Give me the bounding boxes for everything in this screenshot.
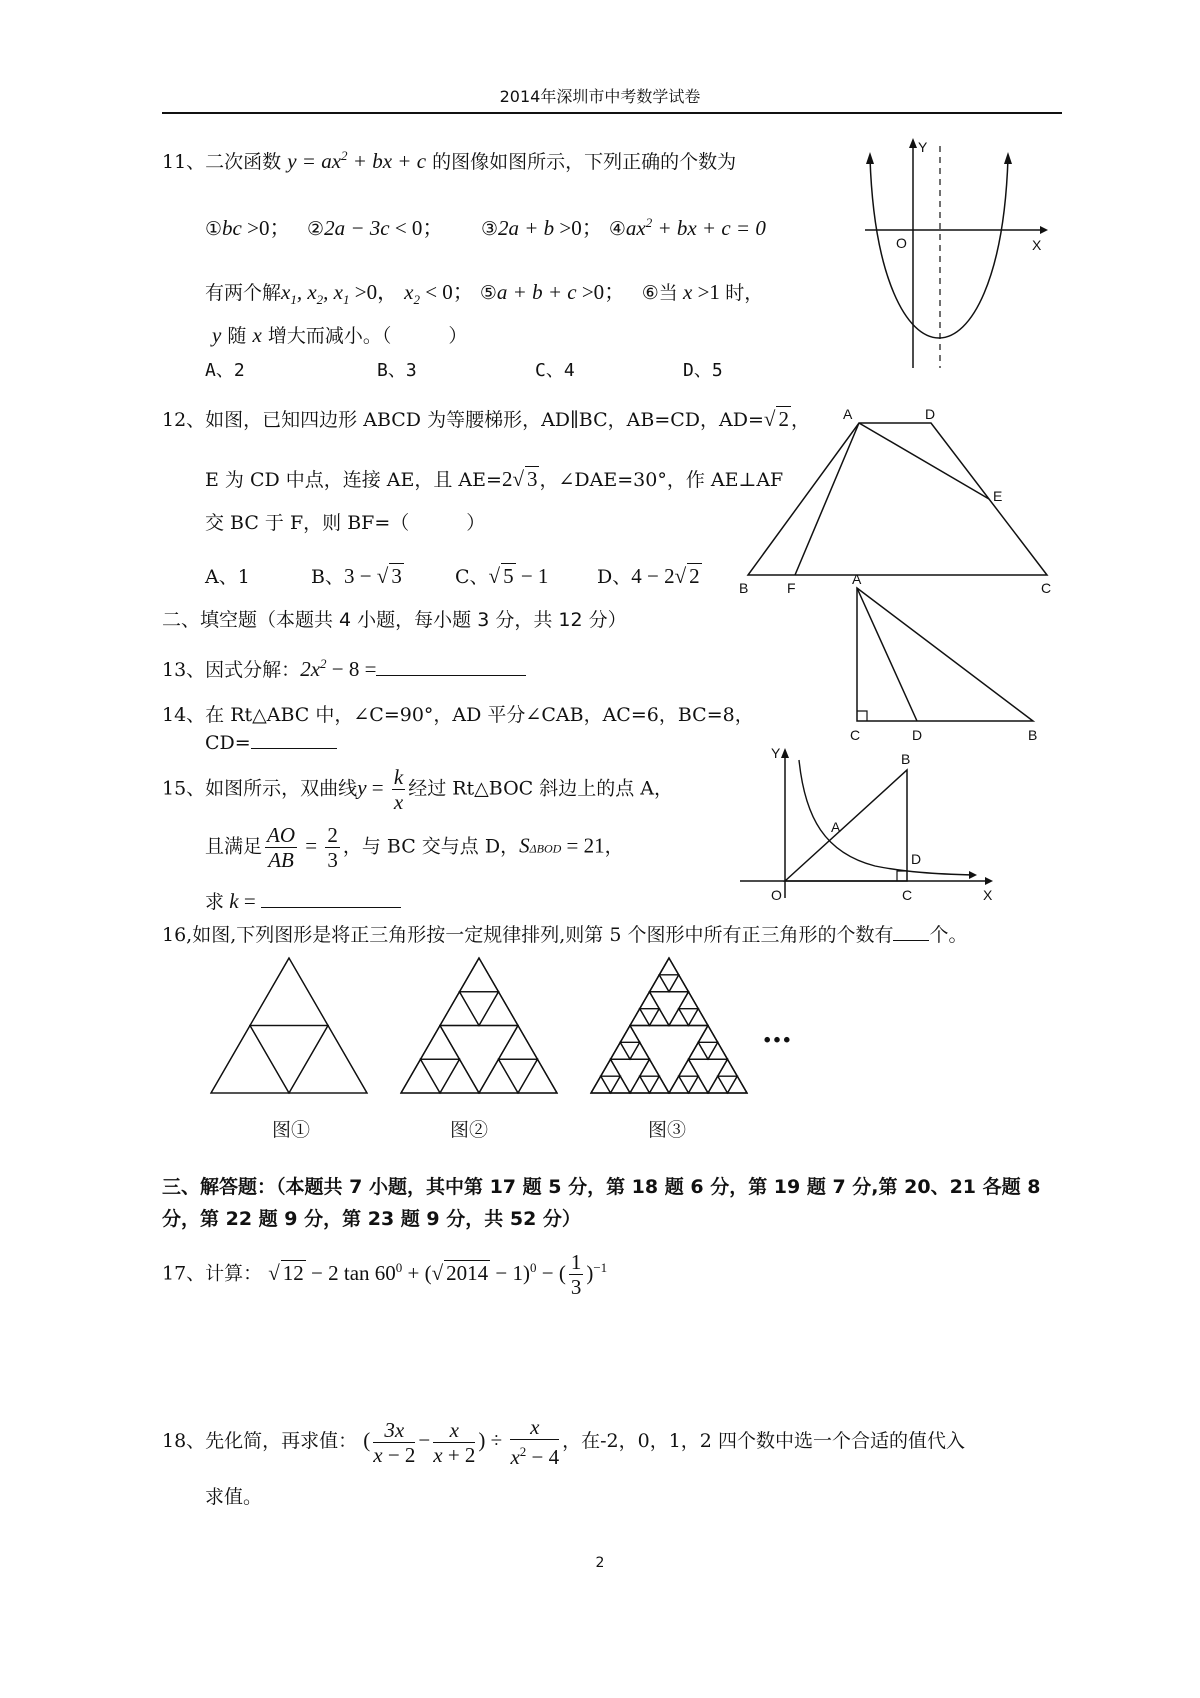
triangle-outline [440, 992, 479, 1026]
triangle-outline [421, 1026, 460, 1060]
triangle-outline [718, 1076, 738, 1093]
triangle-outline [698, 1042, 718, 1059]
triangle-outline [669, 975, 689, 992]
q11-x-arrow [1040, 226, 1048, 234]
triangle-outline [250, 958, 328, 1026]
q12-choice-d: D、4 − 2√ 2 [597, 564, 700, 588]
q11-item6-marker: ⑥当 [641, 282, 678, 304]
q12-angle: ，∠DAE=30°，作 AE⊥AF [539, 469, 784, 491]
triangle-outline [689, 1042, 709, 1059]
q14-triangle [857, 588, 1033, 721]
q11-label-x: X [1032, 237, 1042, 253]
q16-ellipsis: … [762, 1015, 792, 1050]
q16-triangle-figures [205, 950, 805, 1100]
triangle-outline [499, 1026, 538, 1060]
triangle-outline [679, 1076, 699, 1093]
q12-midpoint: E 为 CD 中点，连接 AE，且 AE= [205, 469, 502, 491]
triangle-outline [611, 1076, 631, 1093]
q11-two-solutions: 有两个解 [205, 282, 282, 304]
q17-prompt: 17、计算： [162, 1262, 263, 1285]
q14-answer-blank[interactable] [251, 748, 337, 749]
triangle-outline [250, 1026, 328, 1094]
q15-satisfy: 且满足 [205, 835, 263, 858]
q14-triangle-figure [840, 571, 1050, 743]
q12-label-d: D [925, 406, 936, 422]
q12-trapezoid-figure [735, 405, 1055, 596]
triangle-outline [708, 1076, 728, 1093]
q14-label-c: C [850, 727, 861, 743]
triangle-outline [518, 1059, 557, 1093]
q17-line: 17、计算： √ 12 − 2 $\tan 60^0$ + (√ 2014 − 1)$^0$ − ( $\frac{1}{3}$ )$^{-1}$ [162, 1250, 608, 1299]
q11-intro: 11、二次函数 [162, 151, 282, 173]
triangle-outline [698, 1026, 718, 1043]
q12-segment-ae [859, 423, 989, 499]
q14-label-a: A [852, 571, 862, 587]
q16-caption-2: 图② [450, 1119, 489, 1141]
q12-intro: 12、如图，已知四边形 ABCD 为等腰梯形，AD∥BC，AB=CD，AD= [162, 409, 764, 431]
q18-prompt-tail: ，在-2，0，1，2 四个数中选一个合适的值代入 [562, 1430, 965, 1452]
q16-figure-3 [591, 958, 747, 1093]
q11-decrease: 增大而减小。（ ） [267, 325, 468, 347]
triangle-outline [460, 958, 499, 992]
triangle-outline [479, 992, 518, 1026]
q15-label-x: X [983, 887, 993, 903]
triangle-outline [679, 1009, 699, 1026]
q15-line1: 15、如图所示，双曲线y = $\frac{k}{x}$ 经过 Rt△BOC 斜边上的点 A， [162, 765, 674, 814]
triangle-outline [650, 1076, 670, 1093]
triangle-outline [460, 992, 499, 1026]
triangle-outline [479, 1059, 518, 1093]
q11-label-o: O [896, 235, 907, 251]
q15-line3: 求 k = [205, 887, 401, 914]
q14-right-angle-mark [857, 711, 867, 721]
q14-label-d: D [912, 727, 923, 743]
page-header-title: 2014年深圳市中考数学试卷 [499, 87, 701, 106]
q11-item4-marker: ④ [608, 218, 626, 240]
q11-line1 [162, 147, 736, 174]
triangle-outline [669, 1009, 689, 1026]
triangle-outline [401, 1059, 440, 1093]
triangle-outline [650, 975, 670, 992]
q18-prompt: 18、先化简，再求值： [162, 1430, 358, 1452]
triangle-outline [630, 1042, 650, 1059]
q15-label-b: B [901, 751, 911, 767]
triangle-outline [289, 1026, 367, 1094]
q12-label-b: B [739, 580, 749, 596]
q15-hyperbola-curve [799, 760, 973, 875]
q12-choice-a: A、1 [205, 566, 250, 588]
triangle-outline [601, 1076, 621, 1093]
triangle-outline [640, 992, 660, 1009]
header-rule [162, 112, 1062, 114]
q11-choice-b: B、3 [377, 360, 417, 381]
triangle-outline [591, 1076, 611, 1093]
q16-caption-1: 图① [272, 1119, 311, 1141]
q11-line3: 有两个解$x_1$, $x_2$, $x_1 >0$， $x_2 < 0$； ⑤a + b + c >0； ⑥当 x >1 时， [205, 280, 764, 308]
q14-cd: CD= [205, 732, 251, 754]
q16-caption-3: 图③ [648, 1119, 687, 1141]
q15-label-d: D [911, 851, 922, 867]
q13-answer-blank[interactable] [376, 675, 526, 676]
q15-label-a: A [831, 819, 841, 835]
section3-heading-line2: 分，第 22 题 9 分，第 23 题 9 分，共 52 分） [162, 1208, 581, 1230]
triangle-outline [728, 1076, 748, 1093]
triangle-outline [659, 975, 679, 992]
triangle-outline [421, 1059, 460, 1093]
triangle-outline [659, 958, 679, 975]
q12-label-f: F [787, 580, 796, 596]
q16-figure-2 [401, 958, 557, 1093]
q15-label-y: Y [771, 745, 781, 761]
section2-heading: 二、填空题（本题共 4 小题，每小题 3 分，共 12 分） [162, 609, 627, 631]
q12-choice-c: C、√ 5 − 1 [455, 564, 549, 588]
triangle-outline [611, 1042, 631, 1059]
triangle-outline [630, 1009, 650, 1026]
q12-label-c: C [1041, 580, 1052, 596]
q11-item5-marker: ⑤ [479, 282, 497, 304]
q11-y-arrow [909, 138, 917, 148]
q11-choice-c: C、4 [535, 360, 575, 381]
q15-find: 求 [205, 891, 225, 913]
triangle-outline [689, 1009, 709, 1026]
q11-line4: y 随 x 增大而减小。（ ） [212, 323, 468, 347]
q15-hyperbola-figure [735, 745, 995, 908]
q15-label-o: O [771, 887, 782, 903]
q16-line [162, 920, 967, 947]
q11-function-formula: $y = ax^2$ + bx + c [287, 148, 427, 173]
q15-answer-blank[interactable] [261, 907, 401, 908]
triangle-outline [669, 1076, 689, 1093]
q16-unit: 个。 [929, 924, 968, 946]
q11-item2-marker: ② [307, 218, 325, 240]
q11-item3-marker: ③ [480, 218, 498, 240]
triangle-outline [499, 1059, 538, 1093]
q11-with: 随 [227, 325, 247, 347]
q11-parabola-curve [870, 158, 1008, 338]
triangle-outline [640, 1009, 660, 1026]
q12-label-a: A [843, 406, 853, 422]
q11-item1-marker: ① [205, 218, 223, 240]
section3-heading-line1: 三、解答题：（本题共 7 小题，其中第 17 题 5 分，第 18 题 6 分，第 19 题 7 分,第 20、21 各题 8 [162, 1176, 1041, 1198]
q12-line2: E 为 CD 中点，连接 AE，且 AE=2√ 3 ，∠DAE=30°，作 AE⊥AF [205, 467, 784, 491]
q12-choice-b: B、3 − √ 3 [311, 564, 402, 588]
q15-intro: 15、如图所示，双曲线 [162, 777, 358, 800]
triangle-outline [601, 1059, 621, 1076]
q12-segment-af [795, 423, 859, 575]
q11-parabola-figure [860, 138, 1050, 373]
q15-intro-tail: 经过 Rt△BOC 斜边上的点 A， [408, 777, 674, 800]
q18-line1: 18、先化简，再求值： ( $\frac{3x}{x - 2}$ − $\frac{x}{x + 2}$ ) ÷ $\frac{x}{x^2 - 4}$ ，在-2，0，1，2 四个数中选一个合适的值代入 [162, 1415, 965, 1469]
q15-right-angle-mark [897, 871, 907, 881]
triangle-outline [620, 1042, 640, 1059]
triangle-outline [718, 1059, 738, 1076]
q18-line2: 求值。 [205, 1486, 263, 1508]
q16-answer-blank[interactable] [893, 940, 929, 941]
triangle-outline [440, 1059, 479, 1093]
triangle-outline [640, 1076, 660, 1093]
q14-bisector-ad [857, 588, 917, 721]
q11-when: 时， [725, 282, 764, 304]
page-number: 2 [595, 1555, 605, 1571]
q16-prompt: 16,如图,下列图形是将正三角形按一定规律排列,则第 5 个图形中所有正三角形的个数有 [162, 924, 894, 946]
triangle-outline [640, 1059, 660, 1076]
triangle-outline [708, 1042, 728, 1059]
q11-intro-tail: 的图像如图所示，下列正确的个数为 [432, 151, 737, 173]
triangle-outline [679, 992, 699, 1009]
q12-line3: 交 BC 于 F，则 BF=（ ） [205, 512, 486, 534]
q11-label-y: Y [918, 139, 928, 155]
q11-choice-a: A、2 [205, 360, 245, 381]
triangle-outline [630, 1076, 650, 1093]
q12-label-e: E [993, 488, 1003, 504]
q12-line1: 12、如图，已知四边形 ABCD 为等腰梯形，AD∥BC，AB=CD，AD=√ 2 ， [162, 407, 810, 431]
q11-line2: ①bc >0； ②2a − 3c < 0； ③2a + b >0； $④ax^2$ + bx + c = 0 [205, 215, 766, 240]
q13-line: 13、因式分解：$2x^2 - 8$ = [162, 655, 526, 682]
q15-intersect: ，与 BC 交与点 D， [342, 835, 520, 858]
q14-line2 [205, 732, 337, 754]
q15-label-c: C [902, 887, 913, 903]
triangle-outline [650, 1009, 670, 1026]
q11-choice-d: D、5 [683, 360, 723, 381]
q14-label-b: B [1028, 727, 1038, 743]
triangle-outline [679, 1059, 699, 1076]
q15-line2: 且满足 $\frac{AO}{AB}$ = $\frac{2}{3}$ ，与 BC 交与点 D，SΔBOD = 21， [205, 823, 624, 872]
triangle-outline [211, 1026, 289, 1094]
q14-line1: 14、在 Rt△ABC 中，∠C=90°，AD 平分∠CAB，AC=6，BC=8， [162, 704, 754, 726]
q16-figure-1 [211, 958, 367, 1093]
triangle-outline [689, 1076, 709, 1093]
triangle-outline [620, 1026, 640, 1043]
q13-prompt: 13、因式分解： [162, 659, 301, 681]
